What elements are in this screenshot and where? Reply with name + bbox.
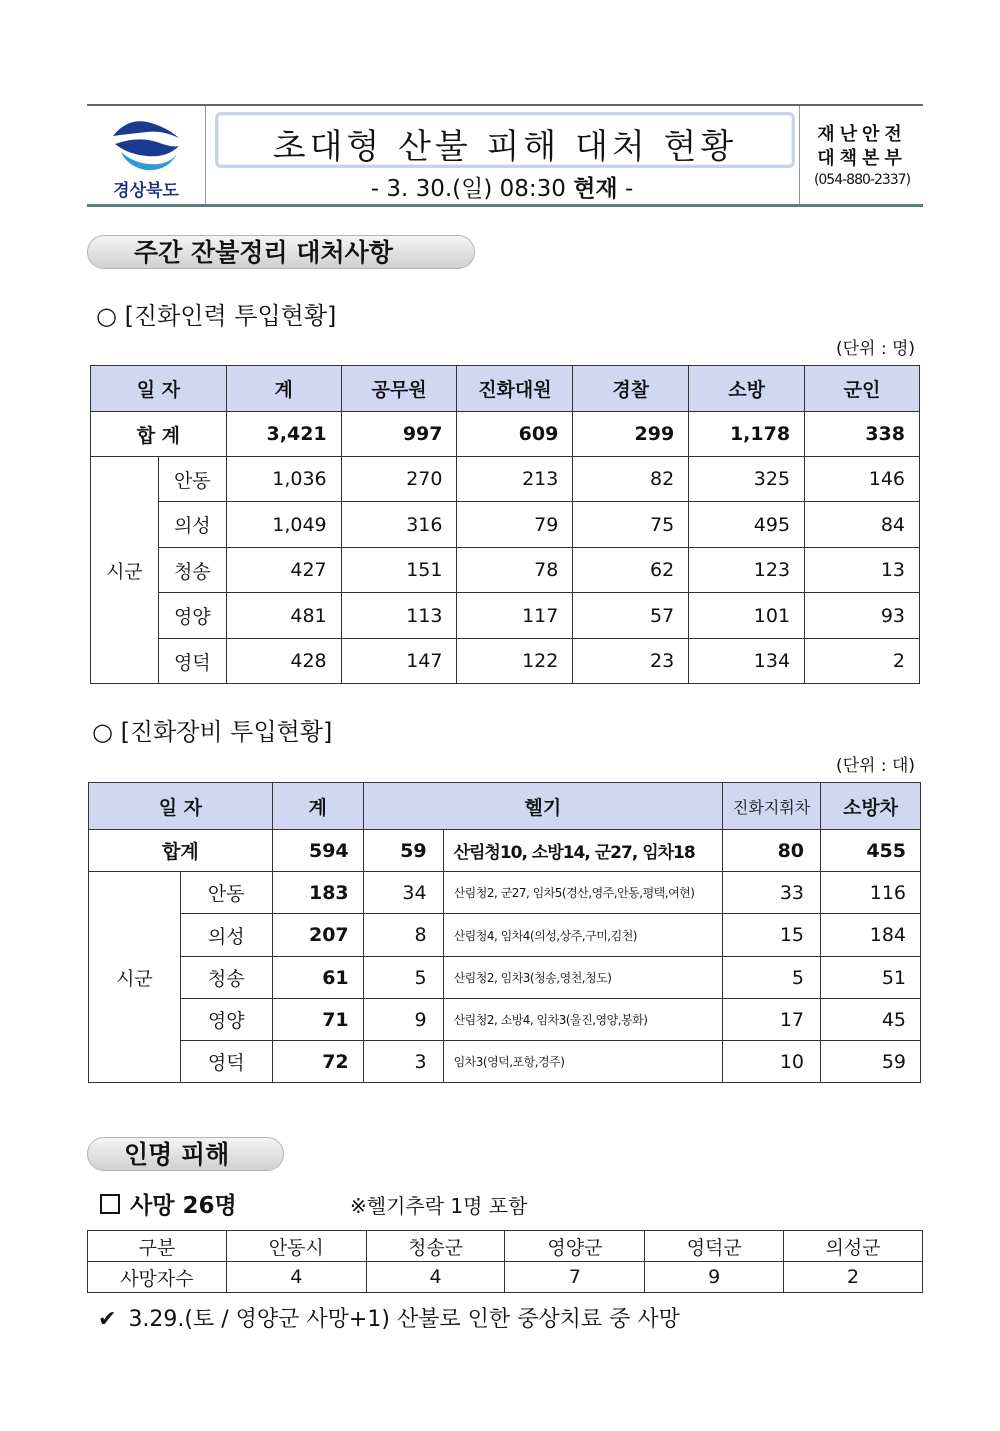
cell: 122 (457, 639, 573, 684)
heli-detail: 산림청2, 임차3(청송,영천,청도) (443, 957, 723, 999)
cell: 51 (821, 957, 921, 999)
col-cheongsong: 청송군 (366, 1231, 505, 1262)
cell: 82 (573, 457, 689, 502)
col-fire-truck: 소방차 (821, 783, 921, 830)
col-civil: 공무원 (341, 366, 457, 412)
cell: 270 (341, 457, 457, 502)
cell: 8 (363, 914, 443, 957)
casualty-table (87, 1230, 923, 1293)
table-row (91, 593, 920, 639)
cell: 59 (363, 830, 443, 872)
checkbox-icon (100, 1194, 120, 1214)
col-uiseong: 의성군 (784, 1231, 923, 1262)
total-label: 합 계 (91, 412, 227, 457)
page-title: 초대형 산불 피해 대처 현황 (272, 127, 738, 167)
dept-line2: 대책본부 (817, 148, 907, 169)
col-total: 계 (226, 366, 341, 412)
cell: 59 (821, 1041, 921, 1083)
row-name: 안동 (180, 872, 272, 914)
cell: 62 (573, 548, 689, 593)
cell: 184 (821, 914, 921, 957)
col-command-vehicle: 진화지휘차 (723, 783, 821, 830)
table-row-total (89, 830, 921, 872)
cell: 338 (805, 412, 920, 457)
date-suffix: - (617, 176, 634, 202)
table-header-row (91, 366, 920, 412)
cell: 79 (457, 502, 573, 548)
cell: 147 (341, 639, 457, 684)
cell: 71 (272, 999, 363, 1041)
cell: 10 (723, 1041, 821, 1083)
table-row (89, 872, 921, 914)
table-row (89, 914, 921, 957)
col-police: 경찰 (573, 366, 689, 412)
gyeongbuk-emblem-icon (107, 116, 185, 174)
cell: 101 (689, 593, 805, 639)
table-row (91, 457, 920, 502)
cell: 93 (805, 593, 920, 639)
cell: 3,421 (226, 412, 341, 457)
heli-detail: 산림청4, 임차4(의성,상주,구미,김천) (443, 914, 723, 957)
heli-detail: 산림청10, 소방14, 군27, 임차18 (443, 830, 723, 872)
footnote (98, 1302, 680, 1333)
cell: 5 (723, 957, 821, 999)
cell: 113 (341, 593, 457, 639)
cell: 428 (226, 639, 341, 684)
cell: 213 (457, 457, 573, 502)
org-name: 경상북도 (113, 181, 179, 201)
title-box (215, 112, 795, 168)
table-header-row (88, 1231, 923, 1262)
col-helicopter: 헬기 (363, 783, 722, 830)
col-category: 구분 (88, 1231, 227, 1262)
cell: 123 (689, 548, 805, 593)
cell: 299 (573, 412, 689, 457)
cell: 4 (366, 1262, 505, 1293)
cell: 15 (723, 914, 821, 957)
gyeongbuk-logo (87, 106, 206, 204)
cell: 75 (573, 502, 689, 548)
cell: 455 (821, 830, 921, 872)
cell: 9 (645, 1262, 784, 1293)
row-name: 영덕 (158, 639, 226, 684)
cell: 34 (363, 872, 443, 914)
table-row (89, 1041, 921, 1083)
table-row (89, 999, 921, 1041)
personnel-table (90, 365, 920, 684)
col-yeongyang: 영양군 (505, 1231, 645, 1262)
report-header (87, 104, 923, 207)
table-row-total (91, 412, 920, 457)
cell: 427 (226, 548, 341, 593)
table-row (91, 548, 920, 593)
row-label: 사망자수 (88, 1262, 227, 1293)
checkmark-icon: ✔ (98, 1307, 117, 1332)
cell: 84 (805, 502, 920, 548)
cell: 997 (341, 412, 457, 457)
cell: 7 (505, 1262, 645, 1293)
cell: 1,178 (689, 412, 805, 457)
cell: 57 (573, 593, 689, 639)
col-date: 일 자 (89, 783, 273, 830)
death-count (100, 1187, 237, 1220)
cell: 2 (805, 639, 920, 684)
cell: 1,049 (226, 502, 341, 548)
table-row (91, 639, 920, 684)
helicopter-note: ※헬기추락 1명 포함 (350, 1194, 528, 1218)
dept-phone: (054-880-2337) (813, 172, 911, 188)
heli-detail: 산림청2, 소방4, 임차3(울진,영양,봉화) (443, 999, 723, 1041)
equipment-table (88, 782, 921, 1083)
cell: 594 (272, 830, 363, 872)
cell: 45 (821, 999, 921, 1041)
cell: 2 (784, 1262, 923, 1293)
col-fire: 소방 (689, 366, 805, 412)
report-date (215, 170, 789, 203)
cell: 116 (821, 872, 921, 914)
col-total: 계 (272, 783, 363, 830)
cell: 61 (272, 957, 363, 999)
dept-line1: 재난안전 (817, 124, 907, 145)
cell: 33 (723, 872, 821, 914)
heli-detail: 임차3(영덕,포항,경주) (443, 1041, 723, 1083)
cell: 9 (363, 999, 443, 1041)
cell: 3 (363, 1041, 443, 1083)
cell: 151 (341, 548, 457, 593)
death-count-label: 사망 26명 (130, 1193, 237, 1219)
group-label: 시군 (91, 457, 159, 684)
row-name: 영양 (180, 999, 272, 1041)
table-row (89, 957, 921, 999)
col-military: 군인 (805, 366, 920, 412)
cell: 4 (226, 1262, 366, 1293)
cell: 23 (573, 639, 689, 684)
cell: 134 (689, 639, 805, 684)
personnel-heading: ○ [진화인력 투입현황] (96, 302, 337, 330)
equipment-unit: (단위 : 대) (836, 756, 916, 776)
row-name: 의성 (158, 502, 226, 548)
table-row (91, 502, 920, 548)
cell: 325 (689, 457, 805, 502)
cell: 495 (689, 502, 805, 548)
col-andong: 안동시 (226, 1231, 366, 1262)
col-date: 일 자 (91, 366, 227, 412)
row-name: 영양 (158, 593, 226, 639)
cell: 609 (457, 412, 573, 457)
col-crew: 진화대원 (457, 366, 573, 412)
date-prefix: - 3. 30.(일) 08:30 (370, 176, 574, 202)
group-label: 시군 (89, 872, 181, 1083)
col-yeongdeok: 영덕군 (645, 1231, 784, 1262)
date-current: 현재 (573, 176, 618, 202)
table-header-row (89, 783, 921, 830)
personnel-unit: (단위 : 명) (836, 339, 916, 359)
row-name: 청송 (158, 548, 226, 593)
row-name: 의성 (180, 914, 272, 957)
cell: 481 (226, 593, 341, 639)
cell: 72 (272, 1041, 363, 1083)
row-name: 청송 (180, 957, 272, 999)
cell: 80 (723, 830, 821, 872)
cell: 5 (363, 957, 443, 999)
heli-detail: 산림청2, 군27, 임차5(경산,영주,안동,평택,여현) (443, 872, 723, 914)
row-name: 안동 (158, 457, 226, 502)
row-name: 영덕 (180, 1041, 272, 1083)
department (799, 106, 924, 204)
cell: 183 (272, 872, 363, 914)
cell: 13 (805, 548, 920, 593)
table-row (88, 1262, 923, 1293)
cell: 17 (723, 999, 821, 1041)
footnote-text: 3.29.(토 / 영양군 사망+1) 산불로 인한 중상치료 중 사망 (128, 1307, 680, 1332)
cell: 1,036 (226, 457, 341, 502)
cell: 316 (341, 502, 457, 548)
section-casualty-title: 인명 피해 (87, 1137, 284, 1171)
total-label: 합계 (89, 830, 273, 872)
section-weekly-title: 주간 잔불정리 대처사항 (87, 235, 475, 269)
cell: 146 (805, 457, 920, 502)
cell: 207 (272, 914, 363, 957)
equipment-heading: ○ [진화장비 투입현황] (92, 718, 333, 746)
cell: 117 (457, 593, 573, 639)
cell: 78 (457, 548, 573, 593)
